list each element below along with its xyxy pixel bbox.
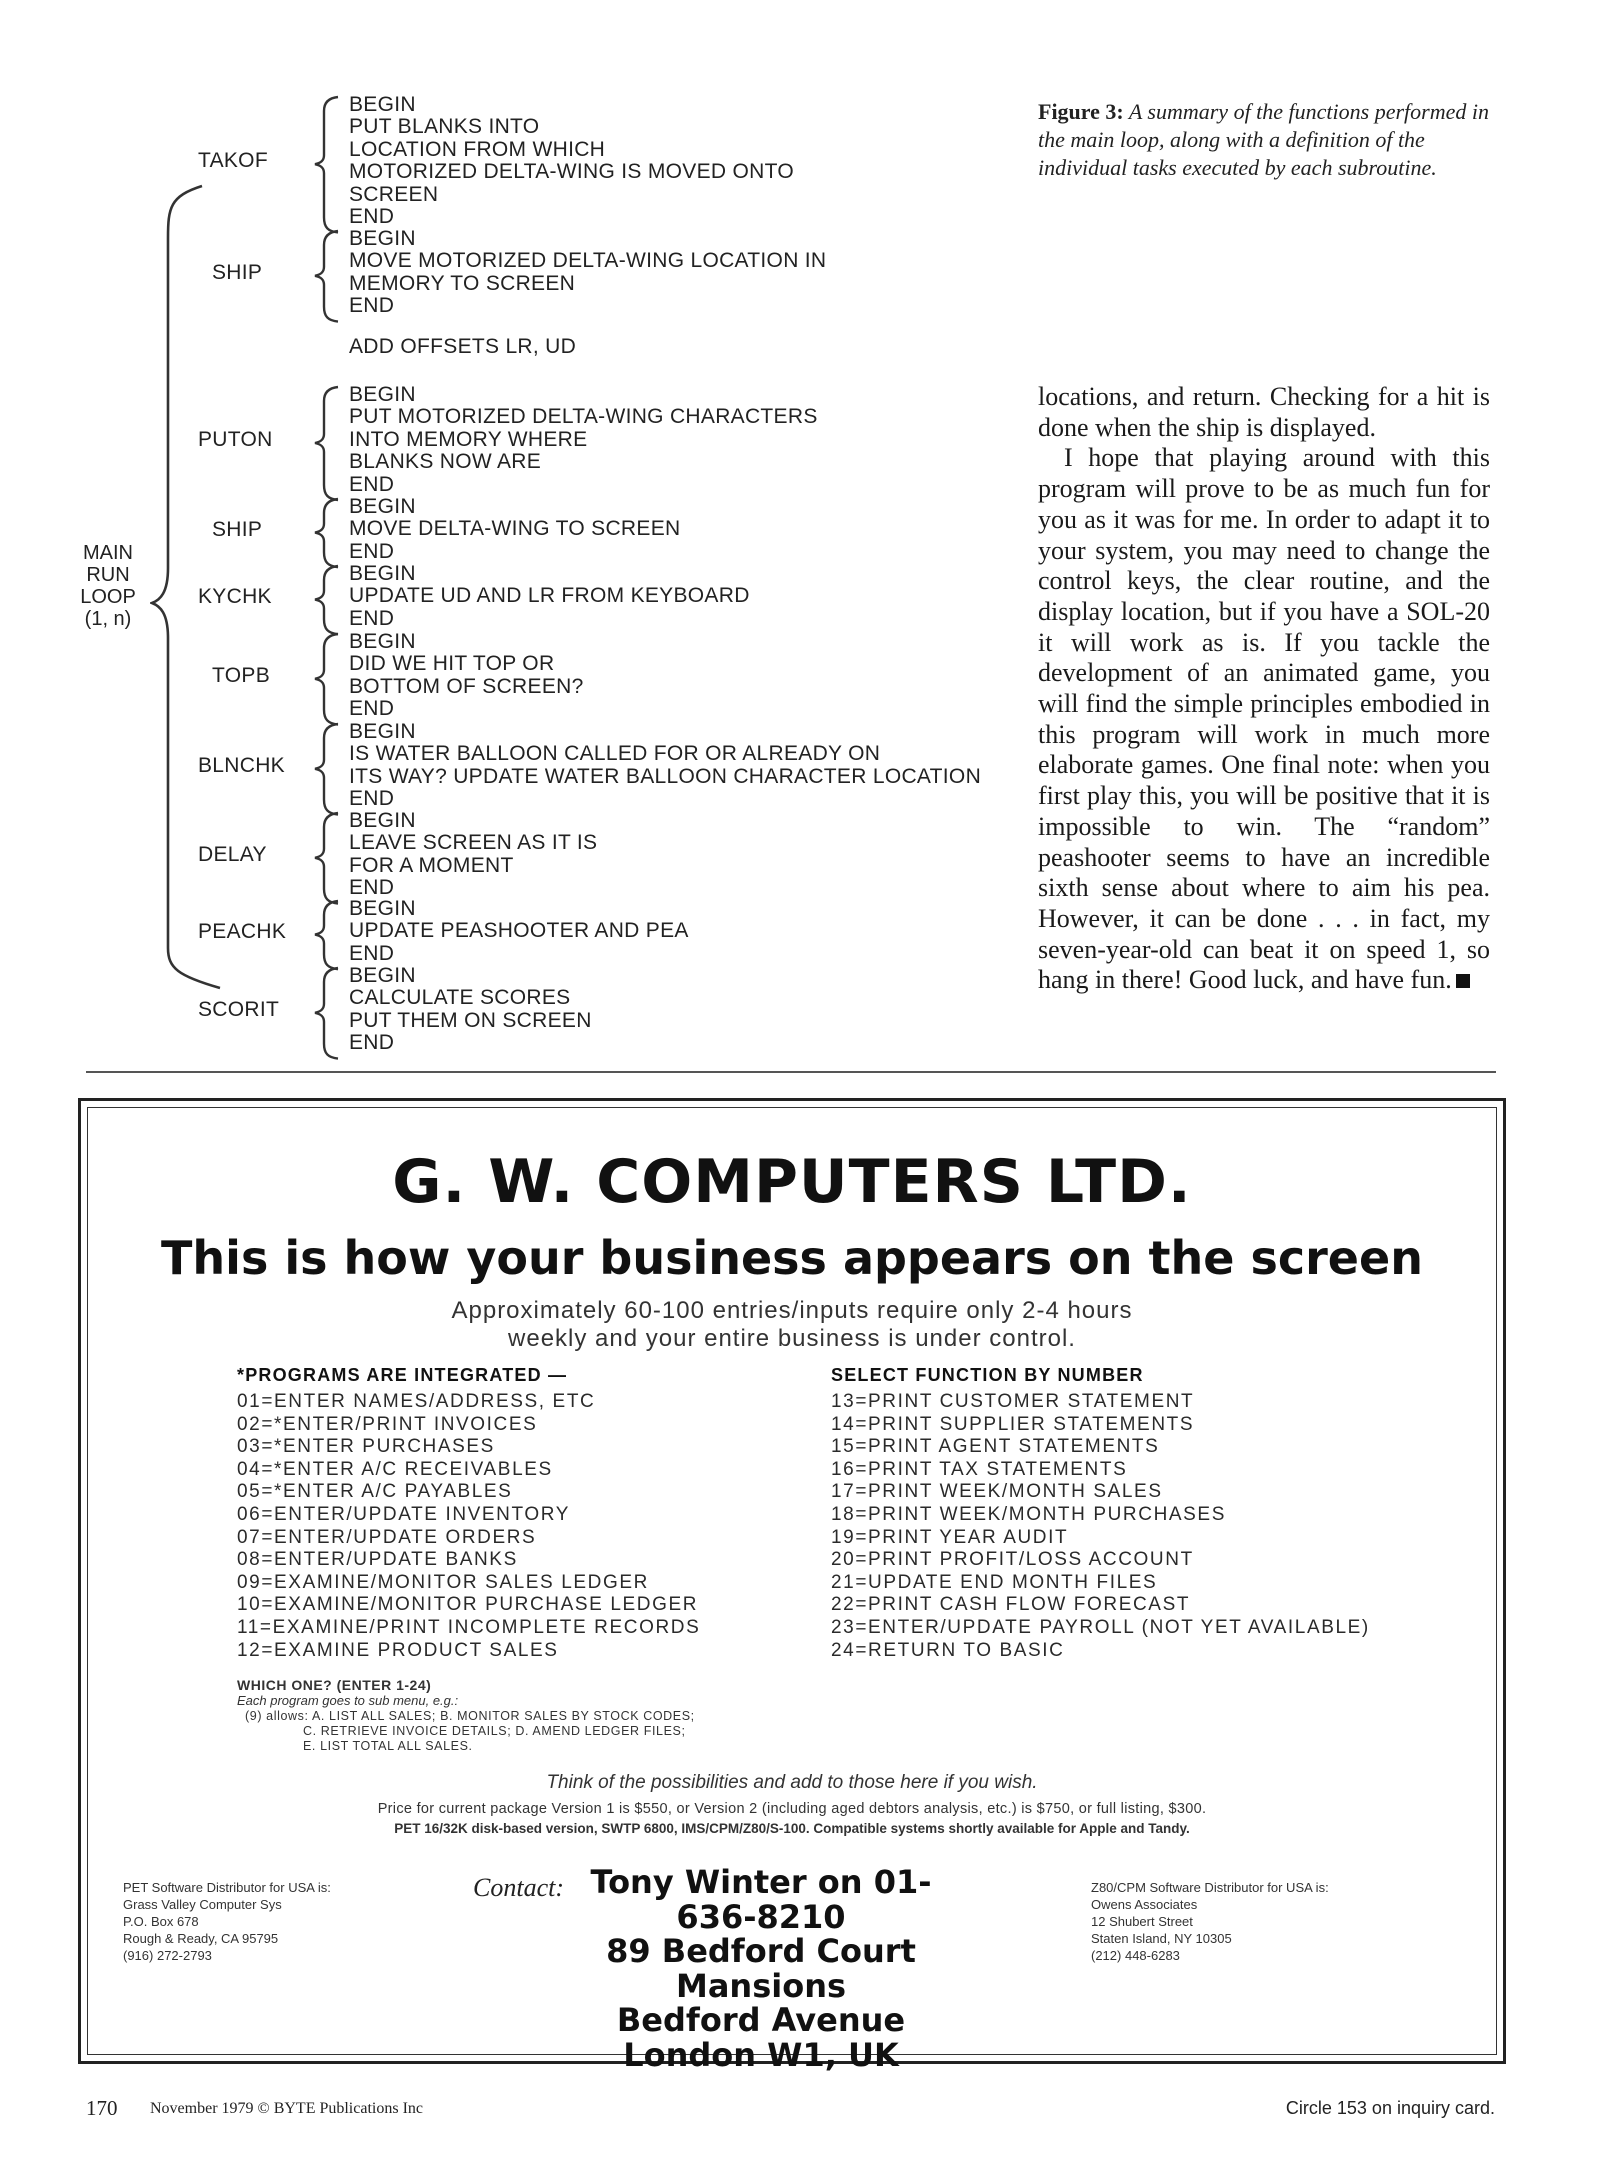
subroutine-line: LOCATION FROM WHICH: [349, 137, 606, 161]
ad-intro-line: Approximately 60-100 entries/inputs require only 2-4 hours: [451, 1297, 1133, 1324]
ad-title: G. W. COMPUTERS LTD.: [392, 1147, 1192, 1217]
subroutine-name: TOPB: [212, 663, 270, 687]
subroutine-line: BEGIN: [349, 897, 416, 920]
subroutine-line: UPDATE PEASHOOTER AND PEA: [349, 919, 689, 943]
article-text: [1038, 382, 1490, 996]
menu-option: 12=EXAMINE PRODUCT SALES: [237, 1639, 559, 1661]
subroutine-name: TAKOF: [198, 149, 268, 173]
menu-option: 11=EXAMINE/PRINT INCOMPLETE RECORDS: [237, 1616, 701, 1638]
subroutine-line: BOTTOM OF SCREEN?: [349, 674, 584, 698]
issue-line: November 1979 © BYTE Publications Inc: [150, 2100, 423, 2117]
curly-brace-icon: [312, 229, 342, 325]
flow-diagram: [0, 0, 1010, 1070]
subroutine-name: SHIP: [212, 517, 263, 541]
subroutine-line: END: [349, 941, 395, 965]
article-paragraph-1: [1038, 382, 1490, 443]
subroutine-line: BEGIN: [349, 562, 416, 585]
example-line: E. LIST TOTAL ALL SALES.: [303, 1739, 473, 1753]
section-divider: [86, 1071, 1496, 1073]
main-label-line: (1, n): [84, 608, 132, 630]
page-number: 170: [86, 2096, 118, 2120]
think-line: Think of the possibilities and add to those here if you wish.: [546, 1772, 1038, 1793]
submenu-example: [245, 1709, 695, 1754]
subroutine-line: SCREEN: [349, 182, 439, 206]
contact-line: London W1, UK: [623, 2035, 899, 2074]
address-line: Owens Associates: [1091, 1897, 1198, 1912]
subroutine-line: MOVE MOTORIZED DELTA-WING LOCATION IN: [349, 249, 827, 273]
subroutine-line: CALCULATE SCORES: [349, 986, 571, 1010]
main-label-line: LOOP: [80, 586, 136, 608]
main-loop-brace: [150, 168, 230, 998]
subroutine-line: BEGIN: [349, 630, 416, 653]
menu-option: 17=PRINT WEEK/MONTH SALES: [831, 1481, 1163, 1503]
subroutine-line: MOTORIZED DELTA-WING IS MOVED ONTO: [349, 160, 794, 184]
menu-option: 10=EXAMINE/MONITOR PURCHASE LEDGER: [237, 1594, 699, 1616]
each-program-note: Each program goes to sub menu, e.g.:: [237, 1693, 459, 1708]
subroutine-line: BEGIN: [349, 964, 416, 987]
subroutine-line: BEGIN: [349, 495, 416, 518]
programs-heading: *PROGRAMS ARE INTEGRATED —: [237, 1365, 568, 1385]
contact-line: 89 Bedford Court Mansions: [606, 1932, 916, 2005]
ad-intro-line: weekly and your entire business is under control.: [508, 1325, 1076, 1352]
menu-option: 08=ENTER/UPDATE BANKS: [237, 1549, 518, 1571]
pet-distributor: [123, 1879, 331, 1964]
subroutine-name: PUTON: [198, 428, 273, 451]
end-mark-icon: [1456, 974, 1470, 988]
select-function-heading: SELECT FUNCTION BY NUMBER: [831, 1365, 1144, 1385]
subroutine-line: MOVE DELTA-WING TO SCREEN: [349, 517, 681, 541]
subroutine-line: ADD OFFSETS LR, UD: [349, 335, 577, 358]
subroutine-line: LEAVE SCREEN AS IT IS: [349, 831, 598, 855]
price-line: Price for current package Version 1 is $550, or Version 2 (including aged debtors analysis, etc.) is $750, or full listing, $300.: [377, 1801, 1207, 1817]
subroutine-line: PUT MOTORIZED DELTA-WING CHARACTERS: [349, 405, 818, 429]
menu-option: 04=*ENTER A/C RECEIVABLES: [237, 1458, 553, 1480]
paragraph-text: I hope that playing around with this program will prove to be as much fun for you as it was for me. In order to adapt it to your system, you may need to change the control keys, the clear routine, and the display location, but if you have a SOL-20 it will work as is. If you tackle the development of an animated game, you will find the simple principles embodied in this program will work in much more elaborate games. One final note: when you first play this, you will be positive that it is impossible to win. The “random” peashooter seems to have an incredible sixth sense about where to aim his pea. However, it can be done . . . in fact, my seven-year-old can beat it on speed 1, so hang in there! Good luck, and have fun.: [1038, 443, 1490, 995]
which-one-prompt: WHICH ONE? (ENTER 1-24): [237, 1677, 432, 1693]
menu-option: 22=PRINT CASH FLOW FORECAST: [831, 1594, 1191, 1616]
subroutine-name: KYCHK: [198, 584, 272, 608]
subroutine-line: END: [349, 876, 395, 900]
caption-label: Figure 3:: [1038, 99, 1124, 124]
address-line: (916) 272-2793: [123, 1948, 212, 1963]
subroutine-line: PUT THEM ON SCREEN: [349, 1008, 592, 1032]
subroutine-line: FOR A MOMENT: [349, 853, 514, 877]
menu-option: 06=ENTER/UPDATE INVENTORY: [237, 1503, 570, 1525]
subroutine-line: BEGIN: [349, 809, 416, 832]
contact-label: Contact:: [473, 1873, 564, 1902]
figure-caption: [1038, 98, 1493, 182]
functions-list: [831, 1391, 1451, 1662]
compatibility-line: PET 16/32K disk-based version, SWTP 6800, IMS/CPM/Z80/S-100. Compatible systems shortly available for Apple and Tandy.: [394, 1821, 1190, 1836]
curly-brace-icon: [312, 811, 342, 907]
curly-brace-icon: [312, 497, 342, 570]
curly-brace-icon: [312, 95, 342, 235]
menu-option: 21=UPDATE END MONTH FILES: [831, 1571, 1158, 1593]
address-line: PET Software Distributor for USA is:: [123, 1880, 331, 1895]
address-line: Z80/CPM Software Distributor for USA is:: [1091, 1880, 1329, 1895]
paragraph-text: locations, and return. Checking for a hit is done when the ship is displayed.: [1038, 382, 1490, 442]
address-line: Grass Valley Computer Sys: [123, 1897, 282, 1912]
curly-brace-icon: [312, 632, 342, 728]
contact-block: [551, 1865, 971, 2072]
contact-line: Tony Winter on 01-636-8210: [590, 1863, 932, 1936]
subroutine-line: END: [349, 787, 395, 811]
menu-option: 13=PRINT CUSTOMER STATEMENT: [831, 1391, 1195, 1412]
main-label-line: RUN: [86, 564, 130, 586]
address-line: Rough & Ready, CA 95795: [123, 1931, 279, 1946]
example-line: C. RETRIEVE INVOICE DETAILS; D. AMEND LEDGER FILES;: [303, 1724, 686, 1738]
subroutine-line: BEGIN: [349, 227, 416, 250]
menu-option: 01=ENTER NAMES/ADDRESS, ETC: [237, 1391, 596, 1412]
example-line: (9) allows: A. LIST ALL SALES; B. MONITOR SALES BY STOCK CODES;: [245, 1709, 695, 1723]
main-run-loop-label: [70, 542, 146, 630]
address-line: (212) 448-6283: [1091, 1948, 1180, 1963]
menu-option: 05=*ENTER A/C PAYABLES: [237, 1481, 513, 1503]
address-line: Staten Island, NY 10305: [1091, 1931, 1232, 1946]
subroutine-line: ITS WAY? UPDATE WATER BALLOON CHARACTER LOCATION: [349, 764, 982, 788]
subroutine-line: INTO MEMORY WHERE: [349, 427, 588, 451]
subroutine-line: PUT BLANKS INTO: [349, 115, 540, 139]
subroutine-name: PEACHK: [198, 919, 287, 943]
curly-brace-icon: [312, 385, 342, 503]
address-line: 12 Shubert Street: [1091, 1914, 1193, 1929]
subroutine-name: DELAY: [198, 842, 267, 866]
ad-subtitle: This is how your business appears on the screen: [161, 1231, 1423, 1285]
menu-option: 15=PRINT AGENT STATEMENTS: [831, 1436, 1160, 1458]
menu-option: 16=PRINT TAX STATEMENTS: [831, 1458, 1128, 1480]
menu-option: 03=*ENTER PURCHASES: [237, 1436, 495, 1458]
curly-brace-icon: [312, 722, 342, 818]
subroutine-line: END: [349, 539, 395, 563]
menu-option: 20=PRINT PROFIT/LOSS ACCOUNT: [831, 1549, 1194, 1571]
subroutine-line: BEGIN: [349, 93, 416, 116]
subroutine-line: MEMORY TO SCREEN: [349, 271, 576, 295]
advertisement: [78, 1098, 1506, 2074]
curly-brace-icon: [312, 966, 342, 1062]
menu-option: 18=PRINT WEEK/MONTH PURCHASES: [831, 1503, 1226, 1525]
curly-brace-icon: [312, 564, 342, 637]
main-label-line: MAIN: [83, 542, 133, 564]
caption-text: A summary of the functions performed in the main loop, along with a definition of the individual tasks executed by each subroutine.: [1038, 99, 1489, 180]
curly-brace-icon: [312, 899, 342, 972]
subroutine-line: END: [349, 294, 395, 318]
menu-option: 19=PRINT YEAR AUDIT: [831, 1526, 1069, 1548]
article-paragraph-2: [1038, 443, 1490, 996]
subroutine-line: DID WE HIT TOP OR: [349, 652, 555, 676]
address-line: P.O. Box 678: [123, 1914, 199, 1929]
subroutine-line: END: [349, 205, 395, 228]
subroutine-name: BLNCHK: [198, 753, 285, 777]
menu-option: 09=EXAMINE/MONITOR SALES LEDGER: [237, 1571, 649, 1593]
menu-option: 24=RETURN TO BASIC: [831, 1639, 1065, 1661]
inquiry-card-note: Circle 153 on inquiry card.: [1285, 2098, 1495, 2118]
subroutine-line: IS WATER BALLOON CALLED FOR OR ALREADY ON: [349, 742, 881, 766]
subroutine-line: END: [349, 606, 395, 630]
programs-list: [237, 1391, 807, 1662]
subroutine-line: BLANKS NOW ARE: [349, 450, 542, 474]
subroutine-line: END: [349, 472, 395, 496]
menu-option: 14=PRINT SUPPLIER STATEMENTS: [831, 1413, 1195, 1435]
subroutine-line: END: [349, 1031, 395, 1055]
subroutine-line: BEGIN: [349, 383, 416, 406]
menu-option: 23=ENTER/UPDATE PAYROLL (NOT YET AVAILABLE): [831, 1616, 1370, 1638]
contact-line: Bedford Avenue: [616, 2001, 906, 2039]
subroutine-name: SCORIT: [198, 997, 280, 1021]
subroutine-line: BEGIN: [349, 720, 416, 743]
subroutine-line: END: [349, 697, 395, 721]
subroutine-name: SHIP: [212, 260, 263, 284]
z80-distributor: [1091, 1879, 1329, 1964]
subroutine-line: UPDATE UD AND LR FROM KEYBOARD: [349, 584, 750, 608]
menu-option: 07=ENTER/UPDATE ORDERS: [237, 1526, 537, 1548]
menu-option: 02=*ENTER/PRINT INVOICES: [237, 1413, 538, 1435]
